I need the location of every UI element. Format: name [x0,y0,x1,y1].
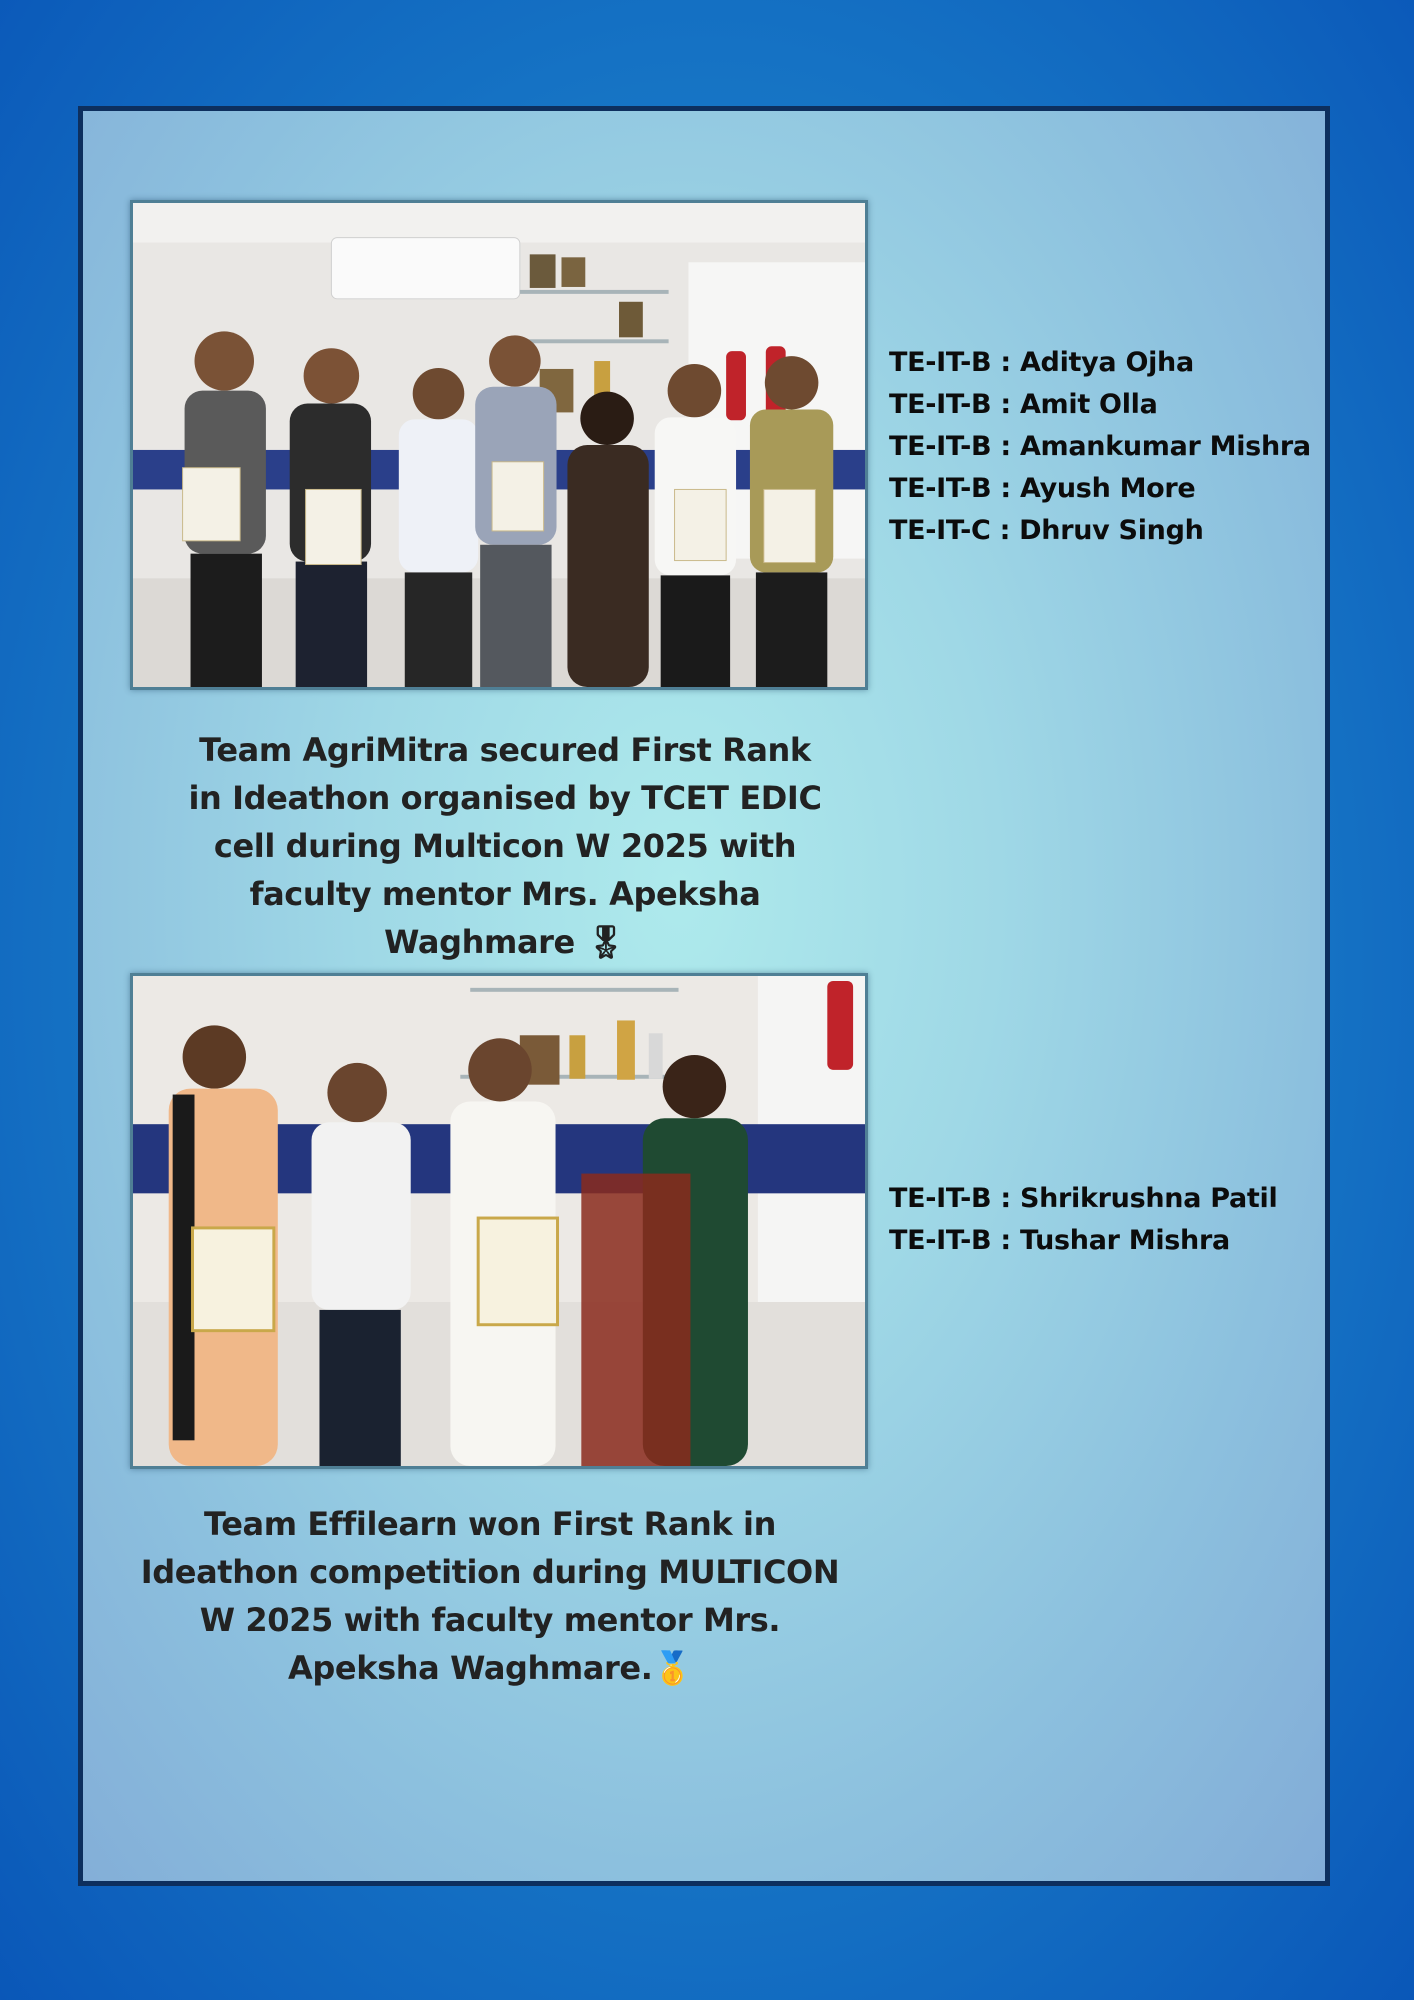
member-name: TE-IT-B : Amankumar Mishra [889,431,1311,462]
team-effilearn-caption [140,1500,840,1692]
team-agrimitra-members [889,342,1311,552]
member-name: TE-IT-B : Tushar Mishra [889,1225,1230,1256]
member-name: TE-IT-B : Aditya Ojha [889,347,1194,378]
caption-text: Team Effilearn won First Rank in Ideathon competition during MULTICON W 2025 with faculty mentor Mrs. Apeksha Waghmare. [140,1505,840,1687]
medal-icon: 🎖 [585,923,626,961]
team-effilearn-photo [130,973,868,1469]
caption-text: Team AgriMitra secured First Rank in Ideathon organised by TCET EDIC cell during Multicon W 2025 with faculty mentor Mrs. Apeksha Waghmare [188,731,822,961]
member-name: TE-IT-B : Ayush More [889,473,1196,504]
team-agrimitra-photo [130,200,868,690]
member-name: TE-IT-B : Shrikrushna Patil [889,1183,1278,1214]
team-effilearn-members [889,1178,1277,1262]
gold-medal-icon: 🥇 [652,1649,692,1687]
member-name: TE-IT-C : Dhruv Singh [889,515,1204,546]
member-name: TE-IT-B : Amit Olla [889,389,1158,420]
team-agrimitra-caption [180,726,830,966]
